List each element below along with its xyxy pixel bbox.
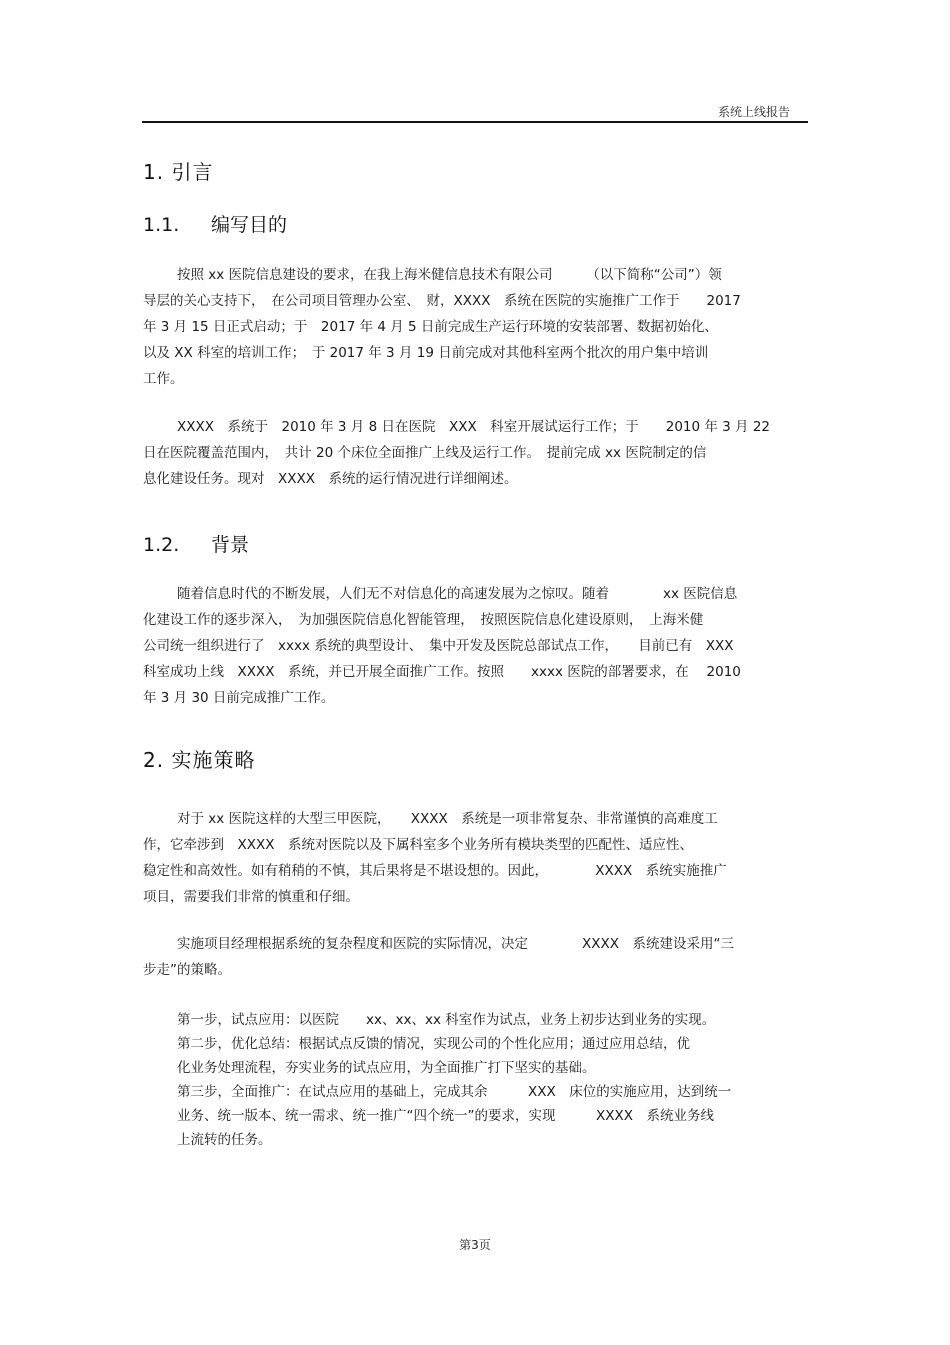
step-line: 业务、统一版本、统一需求、统一推广“四个统一”的要求，实现 XXXX 系统业务线 [177,1108,714,1124]
text-line: 作，它牵涉到 XXXX 系统对医院以及下属科室多个业务所有模块类型的匹配性、适应性、 [143,837,693,853]
purpose-paragraph-1 [143,262,811,392]
text-line: 对于 xx 医院这样的大型三甲医院， XXXX 系统是一项非常复杂、非常谨慎的高难度工 [177,811,718,827]
step-line: 上流转的任务。 [177,1132,272,1148]
text-line: 工作。 [143,371,184,387]
text-line: 导层的关心支持下， 在公司项目管理办公室、 财，XXXX 系统在医院的实施推广工作于 2017 [143,293,741,309]
text-line: 年 3 月 15 日正式启动；于 2017 年 4 月 5 日前完成生产运行环境的安装部署、数据初始化、 [143,319,718,335]
background-paragraph [143,581,811,711]
text-line: 以及 XX 科室的培训工作； 于 2017 年 3 月 19 日前完成对其他科室两个批次的用户集中培训 [143,345,709,361]
text-line: 稳定性和高效性。如有稍稍的不慎，其后果将是不堪设想的。因此， XXXX 系统实施推广 [143,863,727,879]
text-line: 公司统一组织进行了 xxxx 系统的典型设计、 集中开发及医院总部试点工作， 目前已有 XXX [143,638,734,654]
step-line: 第二步，优化总结：根据试点反馈的情况，实现公司的个性化应用；通过应用总结，优 [177,1036,690,1052]
text-line: 日在医院覆盖范围内， 共计 20 个床位全面推广上线及运行工作。 提前完成 xx 医院制定的信 [143,445,707,461]
step-line: 第一步，试点应用：以医院 xx、xx、xx 科室作为试点，业务上初步达到业务的实现。 [177,1012,716,1028]
text-line: XXXX 系统于 2010 年 3 月 8 日在医院 XXX 科室开展试运行工作；于 2010 年 3 月 22 [177,419,771,435]
text-line: 按照 xx 医院信息建设的要求，在我上海米健信息技术有限公司 （以下简称“公司”）领 [177,267,722,283]
text-line: 步走”的策略。 [143,962,231,978]
strategy-paragraph-1 [143,806,811,910]
header-rule [142,121,808,123]
section-1-heading: 1. 引言 [143,160,214,184]
text-line: 科室成功上线 XXXX 系统，并已开展全面推广工作。按照 xxxx 医院的部署要求，在 2010 [143,664,741,680]
running-header: 系统上线报告 [717,105,790,119]
step-line: 化业务处理流程，夯实业务的试点应用，为全面推广打下坚实的基础。 [177,1060,596,1076]
step-line: 第三步，全面推广：在试点应用的基础上，完成其余 XXX 床位的实施应用，达到统一 [177,1084,732,1100]
strategy-paragraph-2 [143,931,811,983]
section-1-1-title: 编写目的 [211,214,288,236]
purpose-paragraph-2 [143,414,811,492]
text-line: 项目，需要我们非常的慎重和仔细。 [143,889,359,905]
text-line: 息化建设任务。现对 XXXX 系统的运行情况进行详细阐述。 [143,471,518,487]
text-line: 化建设工作的逐步深入， 为加强医院信息化智能管理， 按照医院信息化建设原则， 上海米健 [143,612,704,628]
page-number: 第3页 [459,1238,491,1252]
text-line: 随着信息时代的不断发展，人们无不对信息化的高速发展为之惊叹。随着 xx 医院信息 [177,586,738,602]
three-step-list [177,1008,813,1152]
section-1-2-title: 背景 [211,534,250,556]
text-line: 年 3 月 30 日前完成推广工作。 [143,690,335,706]
section-1-2-number: 1.2. [143,534,180,556]
section-2-heading: 2. 实施策略 [143,748,256,772]
section-1-1-heading [143,210,287,237]
text-line: 实施项目经理根据系统的复杂程度和医院的实际情况，决定 XXXX 系统建设采用“三 [177,936,734,952]
section-1-2-heading [143,530,249,557]
section-1-1-number: 1.1. [143,214,180,236]
